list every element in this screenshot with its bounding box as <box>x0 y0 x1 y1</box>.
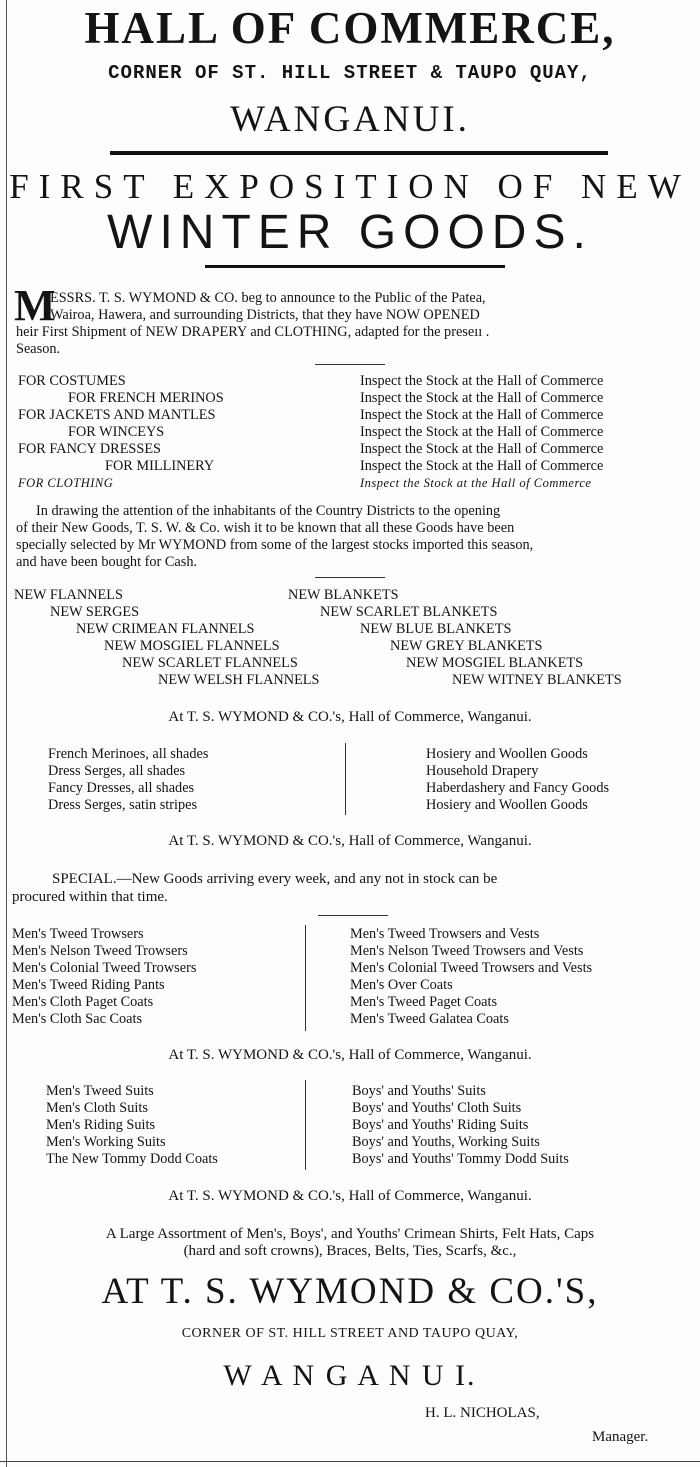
inspect-note: Inspect the Stock at the Hall of Commerce <box>360 373 604 389</box>
flannel-item: NEW SERGES <box>50 604 140 620</box>
blanket-item: NEW BLANKETS <box>288 587 399 603</box>
special-line: procured within that time. <box>12 889 168 905</box>
signature-name: H. L. NICHOLAS, <box>425 1405 540 1421</box>
goods-item: Boys' and Youths' Tommy Dodd Suits <box>352 1151 569 1167</box>
flannel-item: NEW WELSH FLANNELS <box>158 672 320 688</box>
intro-line: Wairoa, Hawera, and surrounding Districts, that they have NOW OPENED <box>50 307 480 323</box>
attention-line: of their New Goods, T. S. W. & Co. wish it to be known that all these Goods have been <box>16 520 515 536</box>
at-wymond-line: At T. S. WYMOND & CO.'s, Hall of Commerce, Wanganui. <box>168 1188 532 1204</box>
assortment-line: (hard and soft crowns), Braces, Belts, Ties, Scarfs, &c., <box>183 1243 517 1259</box>
column-separator <box>345 743 346 815</box>
goods-item: Dress Serges, satin stripes <box>48 797 198 813</box>
inspect-label: FOR FANCY DRESSES <box>18 441 162 457</box>
divider <box>315 364 385 365</box>
at-wymond-line: At T. S. WYMOND & CO.'s, Hall of Commerce, Wanganui. <box>168 709 532 725</box>
header-rule <box>110 151 608 155</box>
inspect-note: Inspect the Stock at the Hall of Commerce <box>360 390 604 406</box>
goods-item: Boys' and Youths' Riding Suits <box>352 1117 529 1133</box>
footer-address: CORNER OF ST. HILL STREET AND TAUPO QUAY, <box>181 1326 519 1341</box>
headline-rule <box>205 265 505 268</box>
goods-item: Boys' and Youths' Suits <box>352 1083 486 1099</box>
at-wymond-line: At T. S. WYMOND & CO.'s, Hall of Commerce, Wanganui. <box>168 1047 532 1063</box>
goods-item: Hosiery and Woollen Goods <box>426 746 588 762</box>
flannel-item: NEW CRIMEAN FLANNELS <box>76 621 255 637</box>
footer-big-title: AT T. S. WYMOND & CO.'S, <box>101 1271 599 1312</box>
inspect-note: Inspect the Stock at the Hall of Commerce <box>360 476 592 490</box>
column-separator <box>305 925 306 1031</box>
blanket-item: NEW GREY BLANKETS <box>390 638 543 654</box>
divider <box>318 915 388 916</box>
goods-item: Household Drapery <box>426 763 539 779</box>
column-separator <box>305 1080 306 1170</box>
flannel-item: NEW SCARLET FLANNELS <box>122 655 298 671</box>
goods-item: Fancy Dresses, all shades <box>48 780 195 796</box>
header-address: CORNER OF ST. HILL STREET & TAUPO QUAY, <box>108 62 592 84</box>
footer-town: W A N G A N U I. <box>223 1359 477 1392</box>
attention-line: specially selected by Mr WYMOND from some of the largest stocks imported this season, <box>16 537 534 553</box>
inspect-note: Inspect the Stock at the Hall of Commerce <box>360 424 604 440</box>
intro-line: ESSRS. T. S. WYMOND & CO. beg to announce to the Public of the Patea, <box>50 290 486 306</box>
inspect-label: FOR COSTUMES <box>18 373 126 389</box>
blanket-item: NEW SCARLET BLANKETS <box>320 604 498 620</box>
divider <box>315 577 385 578</box>
header-title: HALL OF COMMERCE, <box>84 3 616 53</box>
intro-line: heir First Shipment of NEW DRAPERY and CLOTHING, adapted for the preseıı . <box>16 324 490 340</box>
blanket-item: NEW BLUE BLANKETS <box>360 621 512 637</box>
goods-item: Men's Colonial Tweed Trowsers and Vests <box>350 960 593 976</box>
goods-item: Men's Tweed Suits <box>46 1083 154 1099</box>
flannel-item: NEW FLANNELS <box>14 587 123 603</box>
goods-item: Boys' and Youths' Cloth Suits <box>352 1100 522 1116</box>
attention-line: In drawing the attention of the inhabitants of the Country Districts to the opening <box>36 503 501 519</box>
goods-item: Men's Cloth Sac Coats <box>12 1011 143 1027</box>
goods-item: Men's Over Coats <box>350 977 453 993</box>
goods-item: Men's Working Suits <box>46 1134 166 1150</box>
goods-item: Men's Cloth Suits <box>46 1100 148 1116</box>
goods-item: Men's Colonial Tweed Trowsers <box>12 960 197 976</box>
goods-item: Men's Tweed Paget Coats <box>350 994 498 1010</box>
goods-item: Haberdashery and Fancy Goods <box>426 780 610 796</box>
blanket-item: NEW MOSGIEL BLANKETS <box>406 655 584 671</box>
inspect-label: FOR CLOTHING <box>18 476 114 490</box>
goods-item: Men's Tweed Trowsers <box>12 926 144 942</box>
headline-line2: WINTER GOODS. <box>107 206 593 259</box>
goods-item: Men's Nelson Tweed Trowsers <box>12 943 188 959</box>
goods-item: Men's Tweed Riding Pants <box>12 977 165 993</box>
goods-item: The New Tommy Dodd Coats <box>46 1151 218 1167</box>
special-line: SPECIAL.—New Goods arriving every week, and any not in stock can be <box>52 871 498 887</box>
inspect-note: Inspect the Stock at the Hall of Commerce <box>360 458 604 474</box>
goods-item: Men's Nelson Tweed Trowsers and Vests <box>350 943 584 959</box>
inspect-label: FOR MILLINERY <box>105 458 215 474</box>
goods-item: Dress Serges, all shades <box>48 763 186 779</box>
goods-item: Men's Riding Suits <box>46 1117 156 1133</box>
inspect-note: Inspect the Stock at the Hall of Commerce <box>360 407 604 423</box>
attention-line: and have been bought for Cash. <box>16 554 198 570</box>
inspect-label: FOR JACKETS AND MANTLES <box>18 407 216 423</box>
goods-item: Hosiery and Woollen Goods <box>426 797 588 813</box>
inspect-label: FOR WINCEYS <box>68 424 165 440</box>
goods-item: Men's Cloth Paget Coats <box>12 994 154 1010</box>
headline-line1: FIRST EXPOSITION OF NEW <box>9 167 691 206</box>
intro-dropcap: M <box>14 281 56 330</box>
inspect-label: FOR FRENCH MERINOS <box>68 390 224 406</box>
assortment-line: A Large Assortment of Men's, Boys', and Youths' Crimean Shirts, Felt Hats, Caps <box>105 1226 595 1242</box>
intro-line: Season. <box>16 341 61 357</box>
goods-item: Men's Tweed Galatea Coats <box>350 1011 509 1027</box>
goods-item: French Merinoes, all shades <box>48 746 209 762</box>
header-town: WANGANUI. <box>230 99 470 140</box>
inspect-note: Inspect the Stock at the Hall of Commerce <box>360 441 604 457</box>
blanket-item: NEW WITNEY BLANKETS <box>452 672 622 688</box>
bottom-rule <box>0 1461 700 1462</box>
at-wymond-line: At T. S. WYMOND & CO.'s, Hall of Commerce, Wanganui. <box>168 833 532 849</box>
goods-item: Men's Tweed Trowsers and Vests <box>350 926 540 942</box>
flannel-item: NEW MOSGIEL FLANNELS <box>104 638 280 654</box>
signature-title: Manager. <box>592 1429 649 1445</box>
goods-item: Boys' and Youths, Working Suits <box>352 1134 540 1150</box>
